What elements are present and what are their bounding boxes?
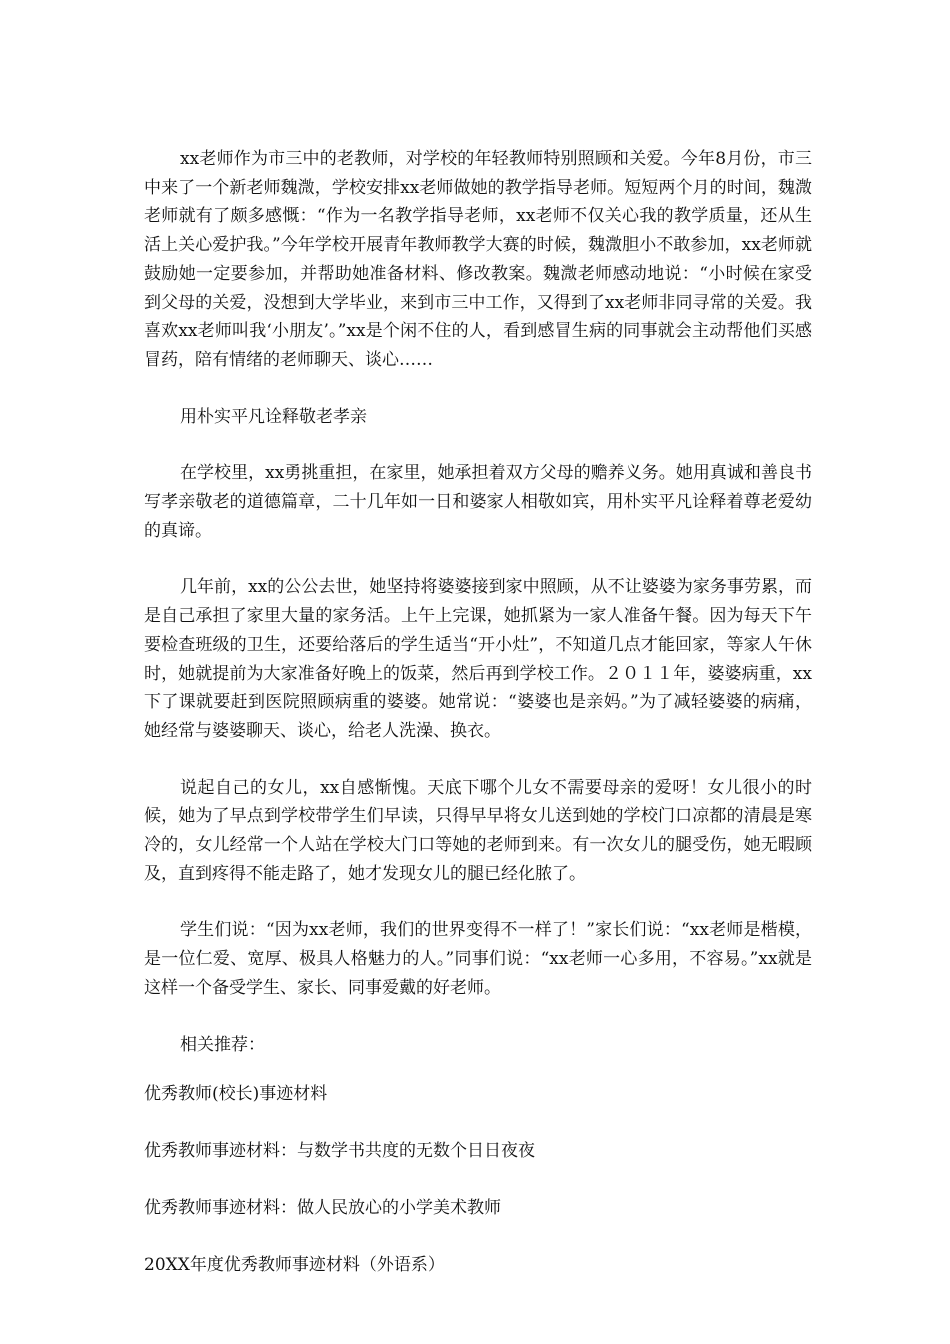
related-heading: 相关推荐： (180, 1034, 265, 1055)
related-link[interactable]: 优秀教师事迹材料：与数学书共度的无数个日日夜夜 (144, 1141, 535, 1161)
article-paragraph: 在学校里，xx勇挑重担，在家里，她承担着双方父母的赡养义务。她用真诚和善良书写孝亲敬老的道德篇章，二十几年如一日和婆家人相敬如宾，用朴实平凡诠释着尊老爱幼的真谛。 (144, 463, 812, 541)
article-paragraph: 学生们说：“因为xx老师，我们的世界变得不一样了！”家长们说：“xx老师是楷模，是一位仁爱、宽厚、极具人格魅力的人。”同事们说：“xx老师一心多用，不容易。”xx就是这样一个备受学生、家长、同事爱戴的好老师。 (144, 920, 812, 998)
related-link[interactable]: 优秀教师(校长)事迹材料 (144, 1084, 328, 1104)
article-body (144, 145, 812, 1087)
article-paragraph: 几年前，xx的公公去世，她坚持将婆婆接到家中照顾，从不让婆婆为家务事劳累，而是自己承担了家里大量的家务活。上午上完课，她抓紧为一家人准备午餐。因为每天下午要检查班级的卫生，还要给落后的学生适当“开小灶”，不知道几点才能回家，等家人午休时，她就提前为大家准备好晚上的饭菜，然后再到学校工作。２０１１年，婆婆病重，xx下了课就要赶到医院照顾病重的婆婆。她常说：“婆婆也是亲妈。”为了减轻婆婆的病痛，她经常与婆婆聊天、谈心，给老人洗澡、换衣。 (144, 577, 812, 741)
related-link[interactable]: 20XX年度优秀教师事迹材料（外语系） (144, 1255, 445, 1275)
article-paragraph: xx老师作为市三中的老教师，对学校的年轻教师特别照顾和关爱。今年8月份，市三中来了一个新老师魏溦，学校安排xx老师做她的教学指导老师。短短两个月的时间，魏溦老师就有了颇多感慨：“作为一名教学指导老师，xx老师不仅关心我的教学质量，还从生活上关心爱护我。”今年学校开展青年教师教学大赛的时候，魏溦胆小不敢参加，xx老师就鼓励她一定要参加，并帮助她准备材料、修改教案。魏溦老师感动地说：“小时候在家受到父母的关爱，没想到大学毕业，来到市三中工作，又得到了xx老师非同寻常的关爱。我喜欢xx老师叫我‘小朋友’。”xx是个闲不住的人，看到感冒生病的同事就会主动帮他们买感冒药，陪有情绪的老师聊天、谈心…… (144, 149, 812, 370)
related-link[interactable]: 优秀教师事迹材料：做人民放心的小学美术教师 (144, 1198, 501, 1218)
section-heading: 用朴实平凡诠释敬老孝亲 (180, 406, 367, 427)
article-paragraph: 说起自己的女儿，xx自感惭愧。天底下哪个儿女不需要母亲的爱呀！女儿很小的时候，她为了早点到学校带学生们早读，只得早早将女儿送到她的学校门口凉都的清晨是寒冷的，女儿经常一个人站在学校大门口等她的老师到来。有一次女儿的腿受伤，她无暇顾及，直到疼得不能走路了，她才发现女儿的腿已经化脓了。 (144, 777, 812, 884)
related-links (144, 1080, 812, 1308)
